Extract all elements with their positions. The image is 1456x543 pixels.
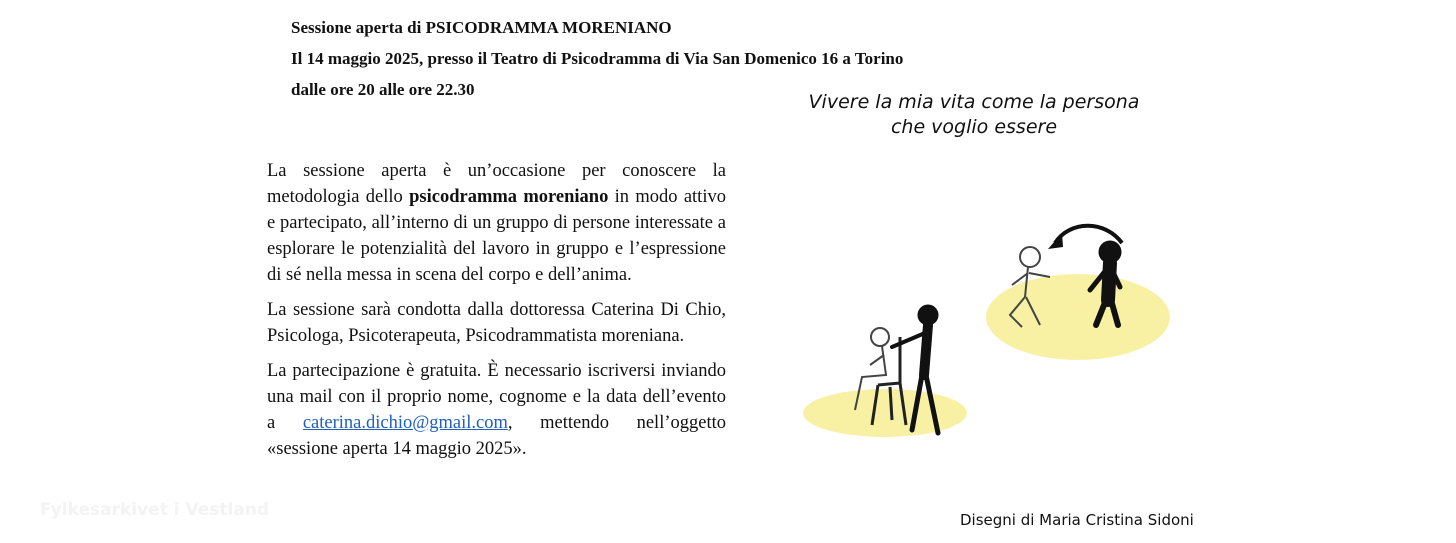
registration-paragraph	[267, 358, 726, 462]
spotlight-right	[986, 274, 1170, 360]
event-description	[267, 158, 726, 471]
motto-line: che voglio essere	[890, 116, 1058, 138]
description-paragraph	[267, 158, 726, 288]
paragraph-text: , mettendo nell’oggetto «sessione aperta 14 maggio 2025».	[267, 413, 726, 459]
illustration-credit: Disegni di Maria Cristina Sidoni	[960, 511, 1194, 529]
method-highlight: psicodramma moreniano	[409, 187, 609, 207]
email-link[interactable]: caterina.dichio@gmail.com	[302, 413, 508, 433]
paragraph-text: La sessione aperta è un’occasione per conoscere la metodologia dello	[267, 161, 726, 207]
arrowhead-icon	[1048, 233, 1063, 249]
arrow-icon	[1055, 226, 1122, 243]
motto-line: Vivere la mia vita come la persona	[808, 91, 1140, 113]
event-time: dalle ore 20 alle ore 22.30	[291, 80, 475, 99]
motto	[790, 90, 1158, 140]
event-date-location: Il 14 maggio 2025, presso il Teatro di Psicodramma di Via San Domenico 16 a Torino	[291, 49, 904, 68]
event-title: Sessione aperta di PSICODRAMMA MORENIANO	[291, 18, 672, 37]
spotlight-left	[803, 389, 967, 437]
psychodrama-figures-drawing-icon	[800, 215, 1180, 445]
watermark: Fylkesarkivet i Vestland	[40, 500, 270, 520]
paragraph-text: La partecipazione è gratuita. È necessario iscriversi inviando una mail con il proprio nome, cognome e la data dell’evento a	[267, 361, 726, 433]
conductor-paragraph: La sessione sarà condotta dalla dottoressa Caterina Di Chio, Psicologa, Psicoterapeuta, Psicodrammatista moreniana.	[267, 300, 726, 346]
paragraph-text: in modo attivo e partecipato, all’interno di un gruppo di persone interessate a esplorare le potenzialità del lavoro in gruppo e l’espressione di sé nella messa in scena del corpo e dell’anima.	[267, 187, 726, 285]
